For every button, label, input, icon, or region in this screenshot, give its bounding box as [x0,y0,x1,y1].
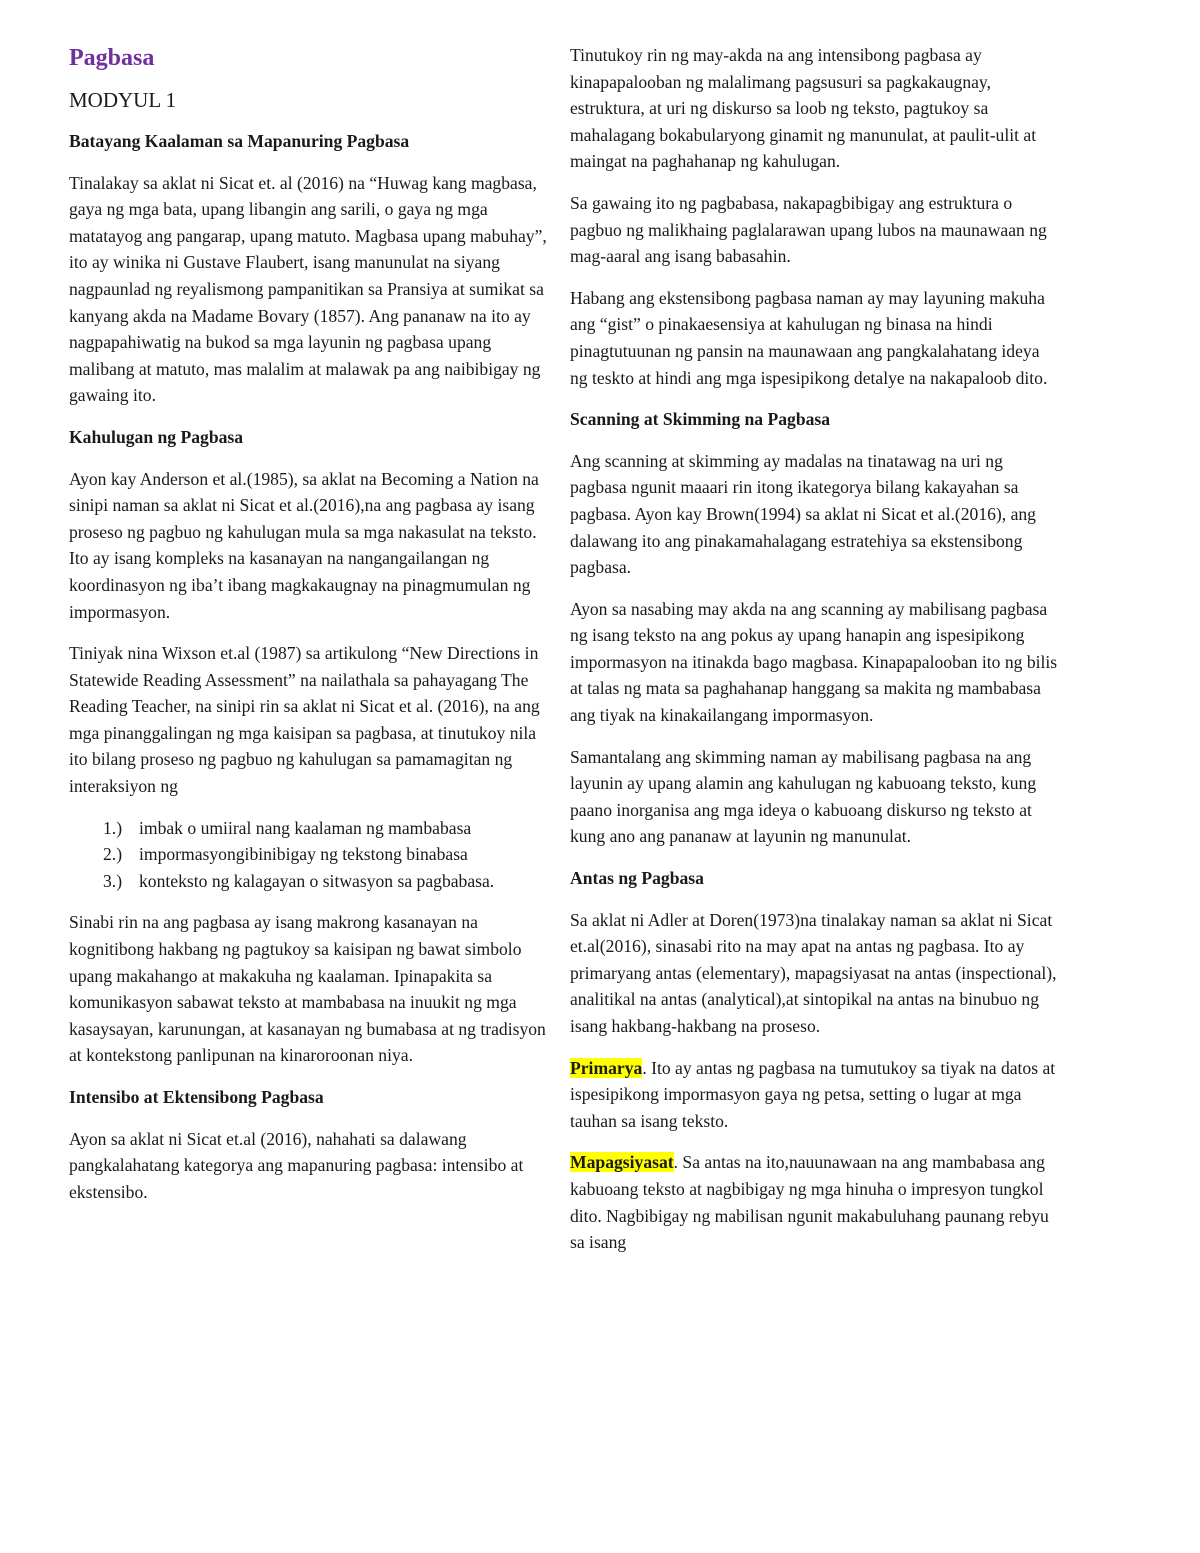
list-item [69,815,557,842]
paragraph: Sa gawaing ito ng pagbabasa, nakapagbibigay ang estruktura o pagbuo ng malikhaing paglalarawan upang lubos na maunawaan ng mag-aaral ang isang babasahin. [570,192,1047,267]
paragraph: Habang ang ekstensibong pagbasa naman ay may layuning makuha ang “gist” o pinakaesensiya at kahulugan ng binasa na hindi pinagtutuunan ng pansin na maunawaan ang pangkalahatang ideya ng teskto at hindi ang mga ispesipikong detalye na nakapaloob dito. [570,287,1048,388]
list-item [69,841,557,868]
paragraph: Tinalakay sa aklat ni Sicat et. al (2016) na “Huwag kang magbasa, gaya ng mga bata, upang libangin ang sarili, o gaya ng mga matatayog ang pangarap, upang matuto. Magbasa upang mabuhay”, ito ay winika ni Gustave Flaubert, isang manunulat na siyang nagpaunlad ng reyalismong pampanitikan sa Pransiya at sumikat sa kanyang akda na Madame Bovary (1857). Ang pananaw na ito ay nagpapahiwatig na bukod sa mga layunin ng pagbasa upang malibang at matuto, mas malalim at malawak pa ang naibibigay ng gawaing ito. [69,172,547,406]
list-item-text: impormasyongibinibigay ng tekstong binabasa [139,844,468,865]
section-heading: Batayang Kaalaman sa Mapanuring Pagbasa [69,131,410,151]
section-heading: Intensibo at Ektensibong Pagbasa [69,1087,324,1107]
list-item-text: imbak o umiiral nang kaalaman ng mambabasa [139,817,472,838]
paragraph: Sinabi rin na ang pagbasa ay isang makrong kasanayan na kognitibong hakbang ng pagtukoy sa kaisipan ng bawat simbolo upang makahango at makakuha ng kaalaman. Ipinapakita sa komunikasyon sabawat teksto at mambabasa na inuukit ng mga kasaysayan, karunungan, at kasanayan ng bumabasa at ng tradisyon at kontekstong panlipunan na kinaroroonan niya. [69,912,546,1066]
document-title: Pagbasa [69,45,155,71]
highlighted-term: Primarya [570,1057,643,1078]
paragraph [570,1055,1058,1135]
list-number: 1.) [103,817,123,838]
left-column [69,42,557,1220]
list-item [69,868,557,895]
paragraph: Ayon sa aklat ni Sicat et.al (2016), nahahati sa dalawang pangkalahatang kategorya ang mapanuring pagbasa: intensibo at ekstensibo. [69,1128,524,1202]
paragraph: Ang scanning at skimming ay madalas na tinatawag na uri ng pagbasa ngunit maaari rin itong ikategorya bilang kakayahan sa pagbasa. Ayon kay Brown(1994) sa aklat ni Sicat et al.(2016), ang dalawang ito ang pinakamahalagang estratehiya sa ekstensibong pagbasa. [570,450,1036,578]
highlighted-term: Mapagsiyasat [570,1152,674,1173]
paragraph: Ayon sa nasabing may akda na ang scanning ay mabilisang pagbasa ng isang teksto na ang pokus ay upang hanapin ang ispesipikong impormasyon na itinakda bago magbasa. Kinapapalooban ito ng bilis at talas ng mata sa paghahanap hanggang sa makita ng mambabasa ang tiyak na kinakailangang impormasyon. [570,598,1058,726]
paragraph: Ayon kay Anderson et al.(1985), sa aklat na Becoming a Nation na sinipi naman sa aklat ni Sicat et al.(2016),na ang pagbasa ay isang proseso ng pagbuo ng kahulugan mula sa mga nakasulat na teksto. Ito ay isang kompleks na kasanayan na nangangailangan ng koordinasyon ng iba’t ibang magkakaugnay na pinagmumulan ng impormasyon. [69,468,539,622]
paragraph: Tinutukoy rin ng may-akda na ang intensibong pagbasa ay kinapapalooban ng malalimang pagsusuri sa pagkakaugnay, estruktura, at uri ng diskurso sa loob ng teksto, pagtukoy sa mahalagang bokabularyong ginamit ng manunulat, at paulit-ulit at maingat na paghahanap ng kahulugan. [570,45,1037,172]
list-item-text: konteksto ng kalagayan o sitwasyon sa pagbabasa. [139,870,495,891]
paragraph-text: . Ito ay antas ng pagbasa na tumutukoy sa tiyak na datos at ispesipikong impormasyon gaya ng petsa, setting o lugar at mga tauhan sa isang teksto. [570,1057,1056,1131]
section-heading: Kahulugan ng Pagbasa [69,426,244,447]
numbered-list [69,815,557,895]
section-heading: Antas ng Pagbasa [570,868,704,889]
right-column [570,42,1058,1271]
paragraph: Tiniyak nina Wixson et.al (1987) sa artikulong “New Directions in Statewide Reading Assessment” na nailathala sa pahayagang The Reading Teacher, na sinipi rin sa aklat ni Sicat et al. (2016), na ang mga pinanggalingan ng mga kaisipan sa pagbasa, at tinutukoy nila ito bilang proseso ng pagbuo ng kahulugan sa pamamagitan ng interaksiyon ng [69,643,540,797]
paragraph-text: . Sa antas na ito,nauunawaan na ang mambabasa ang kabuoang teksto at nagbibigay ng mga hinuha o impresyon tungkol dito. Nagbibigay ng mabilisan ngunit makabuluhang paunang rebyu sa isang [570,1152,1049,1253]
module-heading: MODYUL 1 [69,88,177,112]
section-heading: Scanning at Skimming na Pagbasa [570,409,831,430]
list-number: 3.) [103,870,123,891]
paragraph: Sa aklat ni Adler at Doren(1973)na tinalakay naman sa aklat ni Sicat et.al(2016), sinasabi rito na may apat na antas ng pagbasa. Ito ay primaryang antas (elementary), mapagsiyasat na antas (inspectional), analitikal na antas (analytical),at sintopikal na antas na binubuo ng isang hakbang-hakbang na proseso. [570,909,1057,1036]
list-number: 2.) [103,844,123,865]
paragraph: Samantalang ang skimming naman ay mabilisang pagbasa na ang layunin ay upang alamin ang kahulugan ng kabuoang teksto, kung paano inorganisa ang mga ideya o kabuoang diskurso ng teksto at kung ano ang pananaw at layunin ng manunulat. [570,746,1037,847]
paragraph [570,1149,1058,1255]
